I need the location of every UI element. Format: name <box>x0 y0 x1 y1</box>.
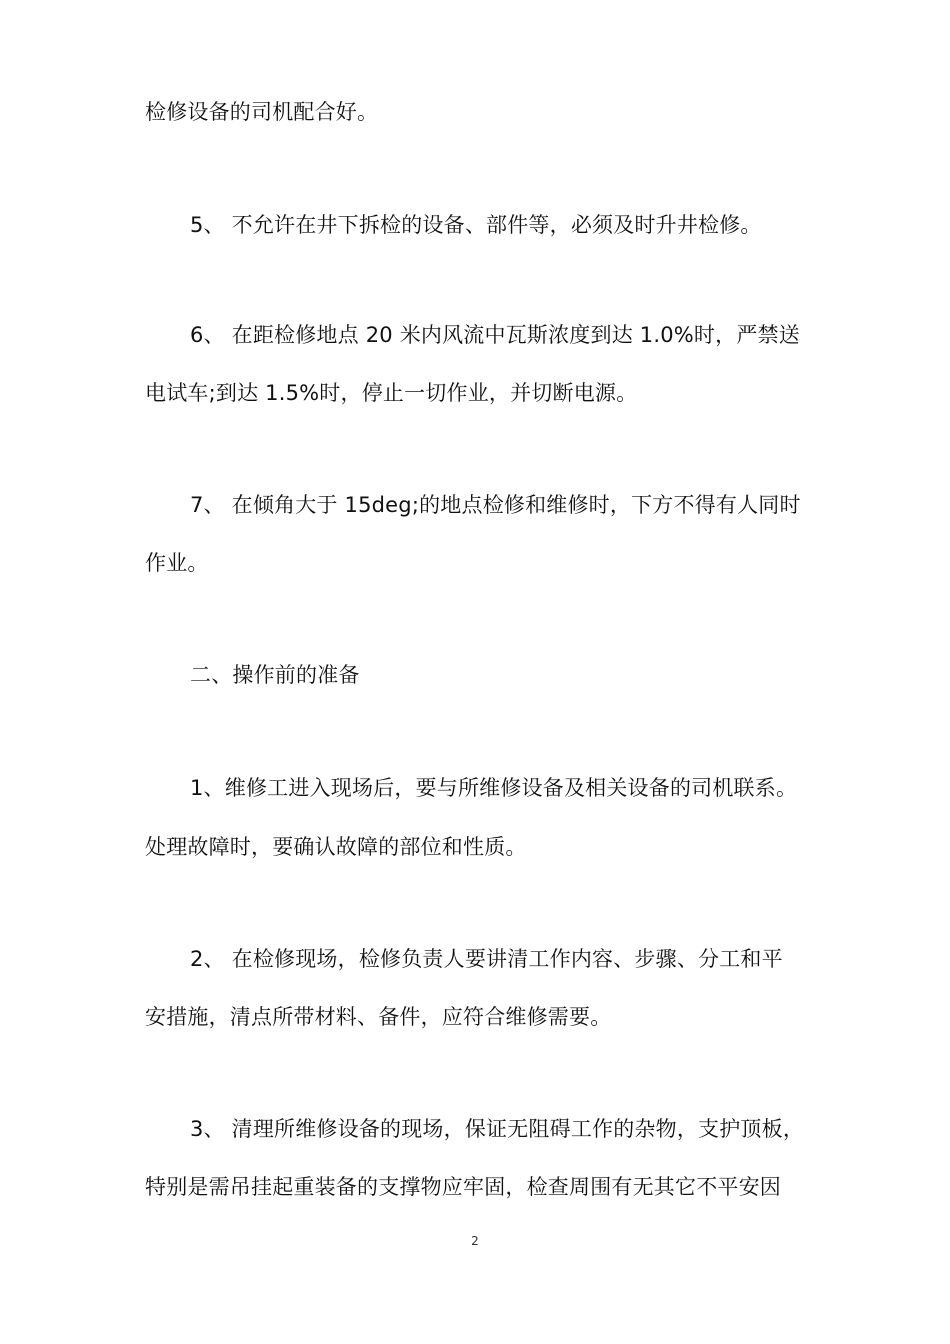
text-line-item-2: 2、 在检修现场，检修负责人要讲清工作内容、步骤、分工和平 <box>190 947 783 971</box>
text-line-item-3: 3、 清理所维修设备的现场，保证无阻碍工作的杂物，支护顶板， <box>190 1117 805 1141</box>
text-line-continuation: 检修设备的司机配合好。 <box>145 100 379 124</box>
section-heading: 二、操作前的准备 <box>190 663 360 687</box>
text-line-item-1: 1、维修工进入现场后，要与所维修设备及相关设备的司机联系。 <box>190 776 798 800</box>
text-line-item-6: 6、 在距检修地点 20 米内风流中瓦斯浓度到达 1.0%时，严禁送 <box>190 323 800 347</box>
text-line-item-6-cont: 电试车;到达 1.5%时，停止一切作业，并切断电源。 <box>145 381 638 405</box>
text-line-item-2-cont: 安措施，清点所带材料、备件，应符合维修需要。 <box>145 1005 612 1029</box>
text-line-item-7-cont: 作业。 <box>145 551 209 575</box>
page-number: 2 <box>471 1234 479 1248</box>
text-line-item-5: 5、 不允许在井下拆检的设备、部件等，必须及时升井检修。 <box>190 213 762 237</box>
text-line-item-1-cont: 处理故障时，要确认故障的部位和性质。 <box>145 835 527 859</box>
text-line-item-3-cont: 特别是需吊挂起重装备的支撑物应牢固，检查周围有无其它不平安因 <box>145 1175 781 1199</box>
text-line-item-7: 7、 在倾角大于 15deg;的地点检修和维修时，下方不得有人同时 <box>190 493 801 517</box>
